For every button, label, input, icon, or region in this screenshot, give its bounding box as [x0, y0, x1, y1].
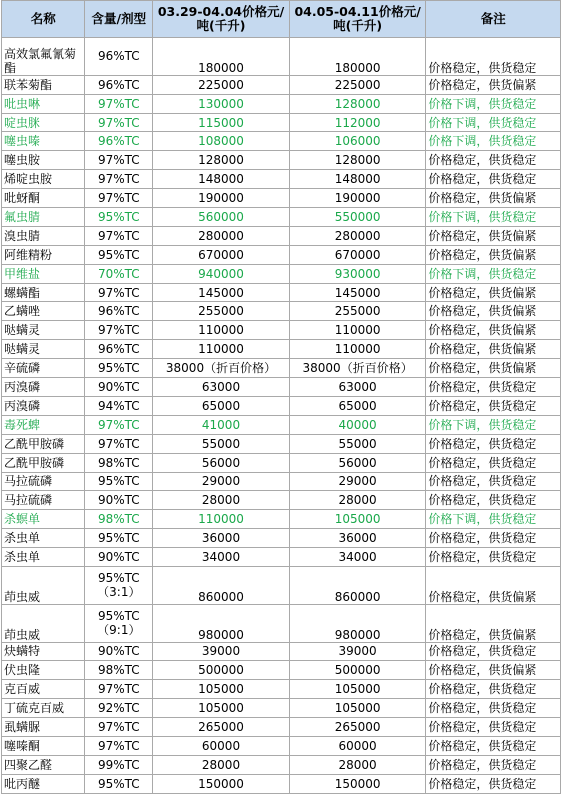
cell-price-period2: 36000 [289, 529, 426, 548]
cell-note: 价格稳定，供货偏紧 [426, 302, 561, 321]
cell-note: 价格稳定，供货稳定 [426, 548, 561, 567]
cell-spec: 97%TC [85, 151, 153, 170]
cell-note: 价格稳定，供货偏紧 [426, 359, 561, 378]
cell-note: 价格稳定，供货偏紧 [426, 321, 561, 340]
cell-price-period2: 110000 [289, 340, 426, 359]
cell-note: 价格稳定，供货偏紧 [426, 245, 561, 264]
cell-name: 乙螨唑 [2, 302, 85, 321]
cell-price-period1: 150000 [153, 774, 290, 793]
table-row [2, 189, 561, 208]
cell-note: 价格稳定，供货稳定 [426, 491, 561, 510]
cell-name: 阿维精粉 [2, 245, 85, 264]
cell-price-period1: 39000 [153, 642, 290, 661]
cell-name: 克百威 [2, 680, 85, 699]
cell-note: 价格稳定，供货稳定 [426, 680, 561, 699]
cell-spec: 99%TC [85, 755, 153, 774]
cell-note: 价格稳定，供货偏紧 [426, 566, 561, 604]
cell-spec: 92%TC [85, 699, 153, 718]
table-row [2, 321, 561, 340]
cell-price-period1: 110000 [153, 340, 290, 359]
cell-note: 价格稳定，供货偏紧 [426, 226, 561, 245]
cell-price-period1: 108000 [153, 132, 290, 151]
cell-name: 噻虫嗪 [2, 132, 85, 151]
cell-name: 毒死蜱 [2, 415, 85, 434]
cell-price-period1: 38000（折百价格） [153, 359, 290, 378]
cell-spec: 97%TC [85, 415, 153, 434]
cell-spec: 97%TC [85, 283, 153, 302]
cell-note: 价格稳定，供货稳定 [426, 170, 561, 189]
cell-price-period2: 112000 [289, 113, 426, 132]
cell-price-period2: 29000 [289, 472, 426, 491]
cell-note: 价格下调，供货稳定 [426, 510, 561, 529]
cell-spec: 90%TC [85, 378, 153, 397]
cell-price-period2: 128000 [289, 94, 426, 113]
cell-price-period2: 930000 [289, 264, 426, 283]
cell-price-period1: 55000 [153, 434, 290, 453]
cell-spec: 97%TC [85, 680, 153, 699]
cell-note: 价格稳定，供货稳定 [426, 472, 561, 491]
cell-price-period2: 150000 [289, 774, 426, 793]
cell-price-period2: 145000 [289, 283, 426, 302]
cell-name: 烯啶虫胺 [2, 170, 85, 189]
table-row [2, 38, 561, 76]
cell-name: 马拉硫磷 [2, 491, 85, 510]
cell-note: 价格稳定，供货偏紧 [426, 604, 561, 642]
cell-spec: 97%TC [85, 94, 153, 113]
cell-note: 价格稳定，供货稳定 [426, 529, 561, 548]
table-row [2, 378, 561, 397]
cell-name: 丙溴磷 [2, 378, 85, 397]
cell-note: 价格稳定，供货偏紧 [426, 75, 561, 94]
table-row [2, 264, 561, 283]
cell-note: 价格稳定，供货偏紧 [426, 283, 561, 302]
cell-name: 噻虫胺 [2, 151, 85, 170]
cell-price-period1: 180000 [153, 38, 290, 76]
cell-price-period1: 980000 [153, 604, 290, 642]
cell-spec: 97%TC [85, 321, 153, 340]
cell-price-period1: 110000 [153, 321, 290, 340]
cell-price-period1: 940000 [153, 264, 290, 283]
cell-price-period2: 110000 [289, 321, 426, 340]
cell-name: 噻嗪酮 [2, 737, 85, 756]
table-row [2, 94, 561, 113]
cell-price-period2: 106000 [289, 132, 426, 151]
table-row [2, 245, 561, 264]
table-row [2, 170, 561, 189]
cell-note: 价格稳定，供货稳定 [426, 755, 561, 774]
cell-price-period2: 28000 [289, 491, 426, 510]
cell-price-period2: 190000 [289, 189, 426, 208]
cell-spec: 94%TC [85, 396, 153, 415]
cell-spec: 95%TC [85, 529, 153, 548]
cell-price-period2: 65000 [289, 396, 426, 415]
cell-name: 乙酰甲胺磷 [2, 434, 85, 453]
header-spec: 含量/剂型 [85, 1, 153, 38]
cell-note: 价格下调，供货稳定 [426, 94, 561, 113]
cell-name: 哒螨灵 [2, 321, 85, 340]
cell-price-period1: 36000 [153, 529, 290, 548]
cell-price-period1: 41000 [153, 415, 290, 434]
cell-price-period1: 225000 [153, 75, 290, 94]
cell-note: 价格下调，供货稳定 [426, 208, 561, 227]
cell-price-period1: 560000 [153, 208, 290, 227]
cell-price-period1: 105000 [153, 680, 290, 699]
cell-name: 马拉硫磷 [2, 472, 85, 491]
table-row [2, 434, 561, 453]
table-row [2, 208, 561, 227]
cell-price-period1: 190000 [153, 189, 290, 208]
header-note: 备注 [426, 1, 561, 38]
cell-price-period1: 500000 [153, 661, 290, 680]
cell-note: 价格下调，供货稳定 [426, 264, 561, 283]
table-row [2, 283, 561, 302]
table-row [2, 113, 561, 132]
table-row [2, 75, 561, 94]
cell-price-period1: 860000 [153, 566, 290, 604]
cell-price-period2: 56000 [289, 453, 426, 472]
cell-price-period1: 56000 [153, 453, 290, 472]
cell-name: 联苯菊酯 [2, 75, 85, 94]
table-row [2, 491, 561, 510]
cell-name: 螺螨酯 [2, 283, 85, 302]
table-row [2, 472, 561, 491]
cell-note: 价格稳定，供货稳定 [426, 642, 561, 661]
cell-price-period2: 255000 [289, 302, 426, 321]
cell-price-period1: 65000 [153, 396, 290, 415]
cell-price-period1: 110000 [153, 510, 290, 529]
cell-price-period1: 105000 [153, 699, 290, 718]
cell-spec: 90%TC [85, 642, 153, 661]
cell-price-period2: 38000（折百价格） [289, 359, 426, 378]
table-row [2, 642, 561, 661]
cell-note: 价格稳定，供货稳定 [426, 699, 561, 718]
cell-name: 溴虫腈 [2, 226, 85, 245]
cell-price-period1: 145000 [153, 283, 290, 302]
table-row [2, 566, 561, 604]
cell-price-period2: 860000 [289, 566, 426, 604]
table-row [2, 151, 561, 170]
cell-price-period1: 34000 [153, 548, 290, 567]
table-row [2, 226, 561, 245]
cell-name: 高效氯氟氰菊酯 [2, 38, 85, 76]
cell-spec: 96%TC [85, 302, 153, 321]
cell-name: 乙酰甲胺磷 [2, 453, 85, 472]
cell-spec: 96%TC [85, 75, 153, 94]
table-row [2, 737, 561, 756]
cell-note: 价格下调，供货稳定 [426, 132, 561, 151]
cell-price-period2: 225000 [289, 75, 426, 94]
table-row [2, 340, 561, 359]
cell-price-period1: 130000 [153, 94, 290, 113]
cell-price-period2: 280000 [289, 226, 426, 245]
cell-note: 价格稳定，供货稳定 [426, 396, 561, 415]
cell-note: 价格下调，供货稳定 [426, 415, 561, 434]
table-row [2, 718, 561, 737]
cell-spec: 97%TC [85, 170, 153, 189]
header-name: 名称 [2, 1, 85, 38]
cell-price-period2: 28000 [289, 755, 426, 774]
cell-spec: 70%TC [85, 264, 153, 283]
cell-price-period2: 128000 [289, 151, 426, 170]
cell-name: 炔螨特 [2, 642, 85, 661]
cell-name: 吡蚜酮 [2, 189, 85, 208]
cell-price-period2: 105000 [289, 699, 426, 718]
cell-price-period2: 55000 [289, 434, 426, 453]
cell-name: 丁硫克百威 [2, 699, 85, 718]
cell-price-period2: 670000 [289, 245, 426, 264]
table-row [2, 548, 561, 567]
cell-name: 吡虫啉 [2, 94, 85, 113]
cell-name: 茚虫威 [2, 566, 85, 604]
cell-price-period2: 550000 [289, 208, 426, 227]
cell-note: 价格稳定，供货稳定 [426, 453, 561, 472]
cell-spec: 95%TC [85, 245, 153, 264]
table-row [2, 359, 561, 378]
cell-price-period2: 63000 [289, 378, 426, 397]
cell-price-period2: 265000 [289, 718, 426, 737]
cell-spec: 95%TC [85, 774, 153, 793]
cell-name: 辛硫磷 [2, 359, 85, 378]
cell-spec: 97%TC [85, 113, 153, 132]
cell-note: 价格稳定，供货稳定 [426, 718, 561, 737]
cell-name: 吡丙醚 [2, 774, 85, 793]
table-row [2, 774, 561, 793]
cell-price-period1: 670000 [153, 245, 290, 264]
table-row [2, 132, 561, 151]
cell-price-period2: 180000 [289, 38, 426, 76]
cell-price-period2: 500000 [289, 661, 426, 680]
cell-name: 甲维盐 [2, 264, 85, 283]
cell-spec: 95%TC（9:1） [85, 604, 153, 642]
cell-name: 丙溴磷 [2, 396, 85, 415]
cell-spec: 96%TC [85, 132, 153, 151]
cell-price-period2: 40000 [289, 415, 426, 434]
cell-note: 价格稳定，供货稳定 [426, 378, 561, 397]
cell-price-period2: 105000 [289, 680, 426, 699]
cell-price-period2: 39000 [289, 642, 426, 661]
cell-spec: 95%TC（3:1） [85, 566, 153, 604]
table-row [2, 302, 561, 321]
table-row [2, 755, 561, 774]
cell-spec: 95%TC [85, 472, 153, 491]
cell-price-period1: 148000 [153, 170, 290, 189]
table-row [2, 396, 561, 415]
cell-price-period2: 34000 [289, 548, 426, 567]
cell-spec: 96%TC [85, 38, 153, 76]
cell-price-period1: 128000 [153, 151, 290, 170]
cell-spec: 95%TC [85, 208, 153, 227]
cell-price-period1: 115000 [153, 113, 290, 132]
table-row [2, 604, 561, 642]
table-row [2, 661, 561, 680]
table-row [2, 699, 561, 718]
table-header-row [2, 1, 561, 38]
cell-name: 伏虫隆 [2, 661, 85, 680]
cell-price-period1: 255000 [153, 302, 290, 321]
cell-price-period2: 148000 [289, 170, 426, 189]
cell-spec: 96%TC [85, 340, 153, 359]
cell-name: 茚虫威 [2, 604, 85, 642]
cell-price-period1: 29000 [153, 472, 290, 491]
cell-name: 杀虫单 [2, 529, 85, 548]
cell-note: 价格下调，供货稳定 [426, 113, 561, 132]
cell-note: 价格稳定，供货稳定 [426, 737, 561, 756]
cell-note: 价格稳定，供货偏紧 [426, 661, 561, 680]
cell-name: 啶虫脒 [2, 113, 85, 132]
cell-spec: 95%TC [85, 359, 153, 378]
cell-spec: 98%TC [85, 510, 153, 529]
cell-name: 虱螨脲 [2, 718, 85, 737]
cell-spec: 97%TC [85, 434, 153, 453]
cell-note: 价格稳定，供货偏紧 [426, 340, 561, 359]
cell-name: 杀虫单 [2, 548, 85, 567]
cell-price-period2: 980000 [289, 604, 426, 642]
cell-note: 价格稳定，供货稳定 [426, 151, 561, 170]
cell-spec: 98%TC [85, 453, 153, 472]
cell-price-period1: 60000 [153, 737, 290, 756]
cell-name: 氟虫腈 [2, 208, 85, 227]
cell-price-period1: 28000 [153, 755, 290, 774]
cell-spec: 90%TC [85, 491, 153, 510]
table-row [2, 680, 561, 699]
table-row [2, 529, 561, 548]
cell-note: 价格稳定，供货稳定 [426, 434, 561, 453]
cell-price-period2: 60000 [289, 737, 426, 756]
cell-spec: 98%TC [85, 661, 153, 680]
table-row [2, 453, 561, 472]
cell-price-period1: 28000 [153, 491, 290, 510]
cell-spec: 97%TC [85, 226, 153, 245]
cell-name: 哒螨灵 [2, 340, 85, 359]
cell-note: 价格稳定，供货稳定 [426, 774, 561, 793]
cell-price-period1: 265000 [153, 718, 290, 737]
cell-price-period1: 280000 [153, 226, 290, 245]
table-body [2, 38, 561, 794]
cell-spec: 97%TC [85, 718, 153, 737]
cell-name: 四聚乙醛 [2, 755, 85, 774]
header-period2-price: 04.05-04.11价格元/吨(千升) [289, 1, 426, 38]
cell-spec: 97%TC [85, 737, 153, 756]
cell-price-period1: 63000 [153, 378, 290, 397]
table-row [2, 415, 561, 434]
cell-price-period2: 105000 [289, 510, 426, 529]
table-row [2, 510, 561, 529]
pesticide-price-table [1, 0, 561, 794]
header-period1-price: 03.29-04.04价格元/吨(千升) [153, 1, 290, 38]
cell-note: 价格稳定，供货稳定 [426, 38, 561, 76]
cell-note: 价格稳定，供货偏紧 [426, 189, 561, 208]
cell-name: 杀螟单 [2, 510, 85, 529]
cell-spec: 97%TC [85, 189, 153, 208]
cell-spec: 90%TC [85, 548, 153, 567]
